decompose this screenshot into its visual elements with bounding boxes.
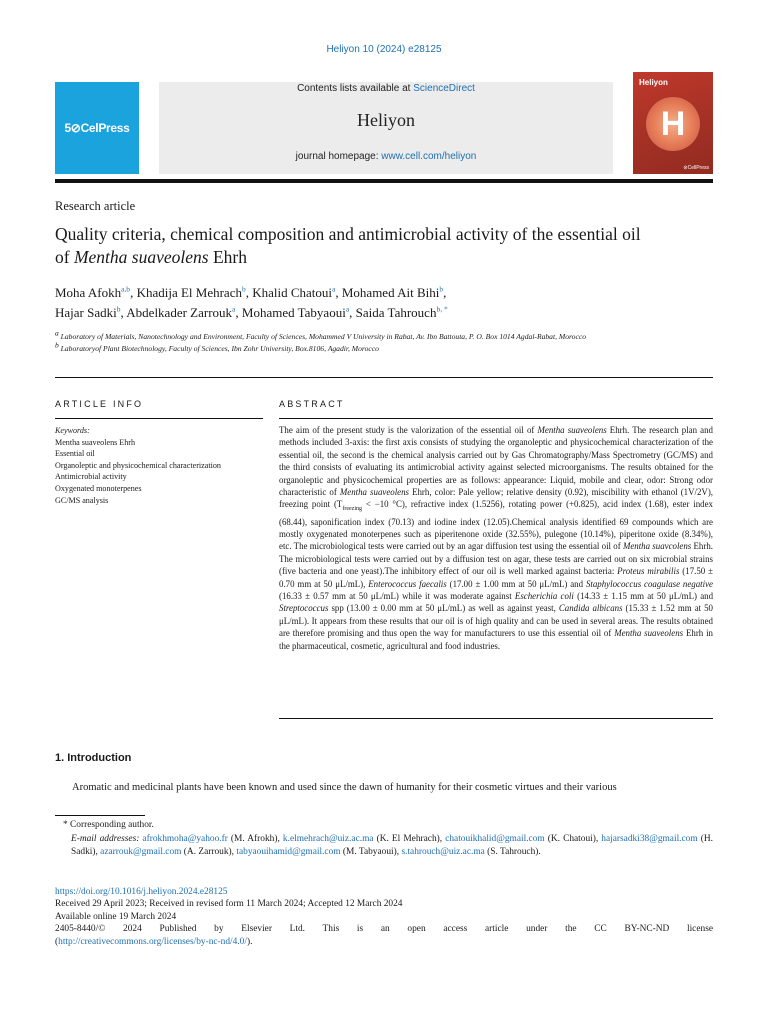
affiliation-link[interactable]: b — [439, 284, 444, 294]
cellpress-logo[interactable]: 5⊘CelPress — [55, 82, 139, 174]
license-link-line: (http://creativecommons.org/licenses/by-nc-nd/4.0/). — [55, 936, 253, 947]
corresponding-author-note: * Corresponding author. — [63, 820, 154, 830]
keyword: Organoleptic and physicochemical characterization — [55, 460, 221, 470]
received-dates: Received 29 April 2023; Received in revised form 11 March 2024; Accepted 12 March 2024 — [55, 899, 403, 910]
email-link[interactable]: s.tahrouch@uiz.ac.ma — [401, 847, 485, 858]
affiliation-link[interactable]: a,b — [121, 284, 131, 294]
email-addresses: E-mail addresses: afrokhmoha@yahoo.fr (M. Afrokh), k.elmehrach@uiz.ac.ma (K. El Mehrach), chatouikhalid@gmail.com (K. Chatoui), hajarsadki38@gmail.com (H. Sadki), azarrouk@gmail.com (A. Zarrouk), tabyaouihamid@gmail.com (M. Tabyaoui), s.tahrouch@uiz.ac.ma (S. Tahrouch). — [71, 833, 713, 858]
abstract-divider-top — [279, 418, 713, 419]
article-title — [55, 223, 655, 269]
cover-brand: ⊘CellPress — [683, 165, 709, 171]
homepage-link[interactable]: www.cell.com/heliyon — [381, 151, 477, 162]
keyword: Antimicrobial activity — [55, 472, 127, 482]
header-banner — [159, 82, 613, 174]
abstract-divider-bottom — [279, 718, 713, 719]
contents-prefix: Contents lists available at — [297, 83, 414, 94]
keywords-list — [55, 425, 263, 506]
author-list: Moha Afokh$^{a,b}$, Khadija El Mehrach$^b$, Khalid Chatoui$^a$, Mohamed Ait Bihi$^b$, Hajar Sadki$^b$, Abdelkader Zarrouk$^a$, Mohamed Tabyaoui$^a$, Saida Tahrouch$^{b, *}$ — [55, 284, 448, 320]
author: Abdelkader Zarrouk — [126, 305, 233, 320]
cover-letter: H — [660, 105, 686, 143]
author: Mohamed Ait Bihi — [341, 285, 440, 300]
footnote-divider — [55, 815, 145, 816]
license-statement: 2405-8440/© 2024 Published by Elsevier Ltd. This is an open access article under the CC BY-NC-ND license — [55, 924, 713, 935]
contents-line — [159, 83, 613, 94]
publication-info — [55, 886, 713, 948]
email-link[interactable]: afrokhmoha@yahoo.fr — [142, 833, 228, 844]
email-link[interactable]: hajarsadki38@gmail.com — [601, 833, 698, 844]
affiliation-b — [55, 339, 655, 355]
affiliation-link[interactable]: a — [345, 304, 350, 314]
cover-title: Heliyon — [639, 78, 668, 87]
journal-cover-image[interactable] — [633, 72, 713, 174]
affiliations — [55, 328, 655, 354]
author: Khalid Chatoui — [252, 285, 333, 300]
doi-link[interactable]: https://doi.org/10.1016/j.heliyon.2024.e28125 — [55, 887, 228, 897]
affiliation-link[interactable]: b, * — [436, 304, 448, 314]
affiliation-link[interactable]: b — [116, 304, 121, 314]
affiliation-link[interactable]: b — [241, 284, 246, 294]
email-link[interactable]: tabyaouihamid@gmail.com — [236, 847, 341, 858]
email-link[interactable]: k.elmehrach@uiz.ac.ma — [282, 833, 374, 844]
affiliation-label: b — [55, 339, 59, 349]
author: Hajar Sadki — [55, 305, 117, 320]
affiliation-link[interactable]: a — [232, 304, 236, 314]
license-link[interactable]: http://creativecommons.org/licenses/by-nc-nd/4.0/ — [58, 936, 247, 947]
journal-name: Heliyon — [357, 110, 415, 130]
article-info-heading: ARTICLE INFO — [55, 399, 144, 409]
affiliation-text: Laboratory of Materials, Nanotechnology and Environment, Faculty of Sciences, Mohammed V University in Rabat, Av. Ibn Battouta, P. O. Box 1014 Agdal-Rabat, Morocco — [60, 332, 587, 341]
section-heading-introduction: 1. Introduction — [55, 752, 132, 764]
header-divider — [55, 179, 713, 183]
title-text-end: Ehrh — [208, 247, 247, 267]
article-info-divider — [55, 418, 263, 419]
keywords-label: Keywords: — [55, 426, 90, 435]
section-divider — [55, 377, 713, 378]
journal-reference[interactable]: Heliyon 10 (2024) e28125 — [326, 44, 442, 55]
journal-header — [55, 72, 713, 176]
email-link[interactable]: chatouikhalid@gmail.com — [445, 833, 545, 844]
introduction-text: Aromatic and medicinal plants have been known and used since the dawn of humanity for their cosmetic virtues and their various — [72, 782, 617, 793]
affiliation-label: a — [55, 328, 59, 338]
keyword: GC/MS analysis — [55, 495, 109, 505]
email-link[interactable]: azarrouk@gmail.com — [100, 847, 182, 858]
abstract-text: The aim of the present study is the valorization of the essential oil of Mentha suaveolens Ehrh. The research plan and methods included 3-axis: the first axis consists of studying the organoleptic and physicochemical characterization of the essential oil, the second is the chemical analysis carried out by Gas Chromatography/Mass Spectrometry (GC/MS) and the third consists of evaluating its antimicrobial activity against selected microorganisms. The results obtained for the organoleptic and physicochemical properties are as follows: appearance: Liquid, mobile and clear, odor: Strong odor characteristic of Mentha suaveolens Ehrh, color: Pale yellow; relative density (0.92), miscibility with ethanol (1V/2V), freezing point ($T_{freezing} < -10$ °C), refractive index (1.5256), rotating power (+0.825), acid index (1.68), ester index (68.44), saponification index (70.13) and iodine index (12.05).Chemical analysis identified 69 compounds which are mostly oxygenated monoterpenes such as piperitenone oxide (32.55%), pulegone (10.14%), piperitone oxide (8.34%), etc. The microbiological tests were carried out by an agar diffusion test using the essential oil of Mentha suavcolens Ehrh. The microbiological tests were carried out by a diffusion test on agar, these tests are carried out on six microbial strains (five bacteria and one yeast).The inhibitory effect of our oil is well marked against bacteria: Proteus mirabilis (17.50 ± 0.70 mm at 50 μL/mL), Enterococcus faecalis (17.00 ± 1.00 mm at 50 μL/mL) and Staphylococcus coagulase negative (16.33 ± 0.57 mm at 50 μL/mL) while it was moderate against Escherichia coli (14.33 ± 1.15 mm at 50 μL/mL) and Streptococcus spp (13.00 ± 0.00 mm at 50 μL/mL) as well as against yeast, Candida albicans (15.33 ± 1.52 mm at 50 μL/mL). It appears from these results that our oil is of high quality and can be used in several areas. The results obtained are therefore promising and thus open the way for manufacturers to use this essential oil of Mentha suaveolens Ehrh in the pharmaceutical, cosmetic, agricultural and food industries. — [279, 425, 714, 651]
abstract-heading: ABSTRACT — [279, 399, 345, 409]
footnotes — [55, 819, 713, 860]
email-label: E-mail addresses: — [71, 833, 140, 844]
author: Mohamed Tabyaoui — [241, 305, 346, 320]
affiliation-a — [55, 328, 655, 343]
affiliation-link[interactable]: a — [332, 284, 336, 294]
keyword: Oxygenated monoterpenes — [55, 483, 142, 493]
title-species: Mentha suaveolens — [73, 247, 209, 267]
sciencedirect-link[interactable]: ScienceDirect — [413, 83, 475, 94]
homepage-prefix: journal homepage: — [295, 151, 382, 162]
available-online: Available online 19 March 2024 — [55, 911, 177, 922]
affiliation-text: Laboratoryof Plant Biotechnology, Faculty of Sciences, Ibn Zohr University, Box.8106, Agadir, Morocco — [60, 343, 379, 353]
author: Moha Afokh — [55, 285, 122, 300]
article-type: Research article — [55, 199, 136, 213]
author: Saida Tahrouch — [355, 305, 437, 320]
keyword: Essential oil — [55, 449, 95, 459]
author: Khadija El Mehrach — [136, 285, 242, 300]
title-text: Quality criteria, chemical composition and antimicrobial activity of the essential oil of — [55, 224, 641, 267]
keyword: Mentha suaveolens Ehrh — [55, 437, 136, 447]
homepage-line — [159, 151, 613, 162]
